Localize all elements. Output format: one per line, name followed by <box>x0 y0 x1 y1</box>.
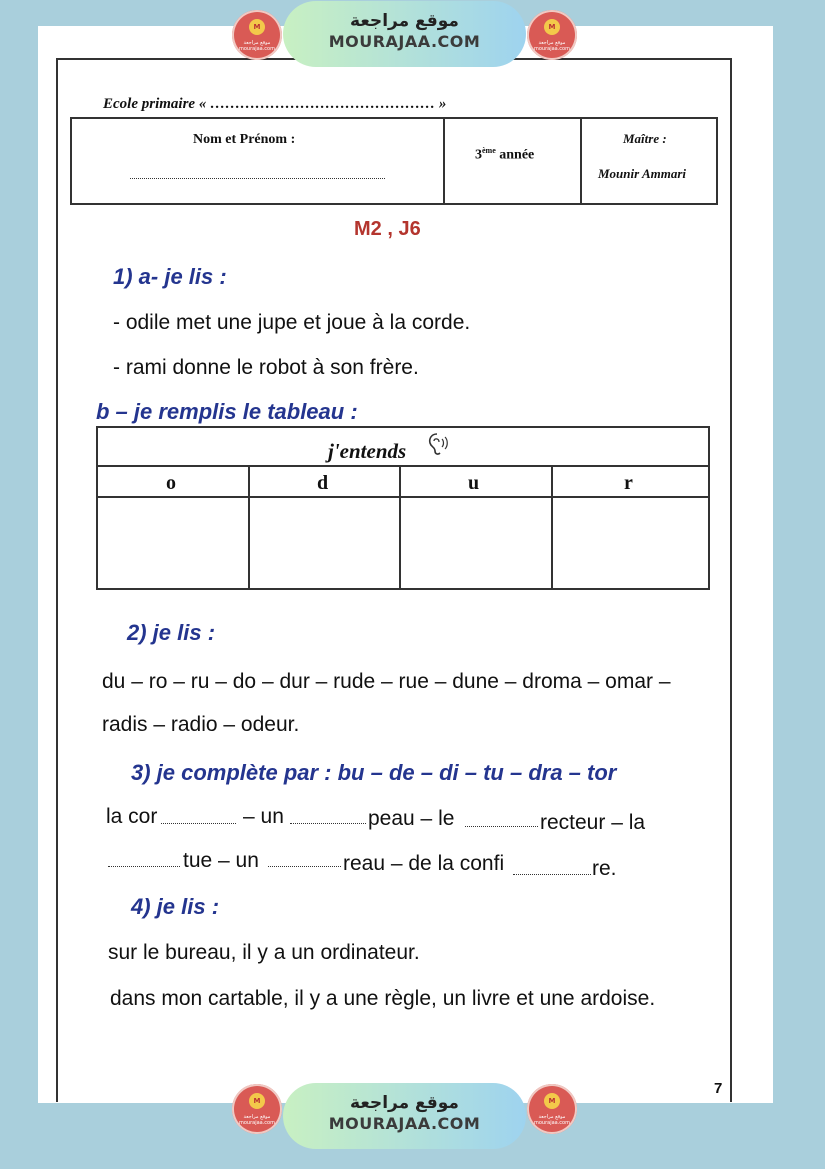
fill-word-1: la cor <box>106 805 158 828</box>
logo-caption: موقع مراجعة mourajaa.com <box>533 40 570 52</box>
fill-word-6: reau – de la confi <box>343 852 505 875</box>
name-blank[interactable] <box>130 178 385 179</box>
column-r: r <box>624 472 633 494</box>
column-o: o <box>166 472 176 494</box>
syllable-line-2: radis – radio – odeur. <box>102 713 300 736</box>
banner-site: MOURAJAA.COM <box>328 32 481 51</box>
fill-word-7: re. <box>592 857 617 880</box>
name-label: Nom et Prénom : <box>193 132 296 147</box>
site-banner-bottom[interactable] <box>283 1083 526 1149</box>
logo-mark-icon: M <box>544 1093 560 1109</box>
grade-label: 3ème année <box>475 146 535 163</box>
site-logo-right-top[interactable] <box>527 10 577 60</box>
banner-arabic: موقع مراجعة <box>350 11 459 31</box>
fill-word-3: peau – le <box>368 807 455 830</box>
teacher-name: Mounir Ammari <box>598 166 687 181</box>
logo-mark-icon: M <box>544 19 560 35</box>
fill-word-4: recteur – la <box>540 811 646 834</box>
reading-line-1: - odile met une jupe et joue à la corde. <box>113 311 471 334</box>
table-title: j'entends <box>328 439 407 463</box>
logo-mark-icon: M <box>249 1093 265 1109</box>
final-reading-1: sur le bureau, il y a un ordinateur. <box>108 941 420 964</box>
page-title: M2 , J6 <box>354 218 421 240</box>
banner-arabic: موقع مراجعة <box>350 1093 459 1113</box>
site-logo-left-bottom[interactable] <box>232 1084 282 1134</box>
header-table <box>70 117 718 205</box>
teacher-label: Maître : <box>623 131 667 146</box>
logo-mark-icon: M <box>249 19 265 35</box>
section-1b-heading: b – je remplis le tableau : <box>96 399 358 424</box>
ear-icon <box>426 431 448 457</box>
header-divider <box>443 117 445 205</box>
logo-caption: موقع مراجعة mourajaa.com <box>238 1114 275 1126</box>
reading-line-2: - rami donne le robot à son frère. <box>113 356 419 379</box>
site-logo-left-top[interactable] <box>232 10 282 60</box>
blank-4[interactable] <box>108 866 180 867</box>
fill-word-5: tue – un <box>183 849 259 872</box>
section-4-heading: 4) je lis : <box>131 894 220 919</box>
syllable-line-1: du – ro – ru – do – dur – rude – rue – dune – droma – omar – <box>102 670 671 693</box>
logo-caption: موقع مراجعة mourajaa.com <box>533 1114 570 1126</box>
blank-2[interactable] <box>290 823 366 824</box>
section-1a-heading: 1) a- je lis : <box>113 264 227 289</box>
final-reading-2: dans mon cartable, il y a une règle, un livre et une ardoise. <box>110 987 656 1010</box>
table-rule <box>399 465 401 590</box>
site-banner-top[interactable] <box>283 1 526 67</box>
blank-5[interactable] <box>268 866 341 867</box>
column-d: d <box>317 472 329 494</box>
header-divider <box>580 117 582 205</box>
section-3-heading: 3) je complète par : bu – de – di – tu – dra – tor <box>131 760 617 785</box>
section-2-heading: 2) je lis : <box>127 620 216 645</box>
table-rule <box>248 465 250 590</box>
logo-caption: موقع مراجعة mourajaa.com <box>238 40 275 52</box>
blank-6[interactable] <box>513 874 591 875</box>
site-logo-right-bottom[interactable] <box>527 1084 577 1134</box>
banner-site: MOURAJAA.COM <box>328 1114 481 1133</box>
table-rule <box>96 496 710 498</box>
column-u: u <box>468 472 480 494</box>
blank-1[interactable] <box>161 823 236 824</box>
table-rule <box>96 465 710 467</box>
page-number: 7 <box>714 1080 723 1097</box>
blank-3[interactable] <box>465 826 538 827</box>
fill-word-2: – un <box>243 805 284 828</box>
table-rule <box>551 465 553 590</box>
school-line: Ecole primaire « ……………………………………… » <box>103 96 447 112</box>
